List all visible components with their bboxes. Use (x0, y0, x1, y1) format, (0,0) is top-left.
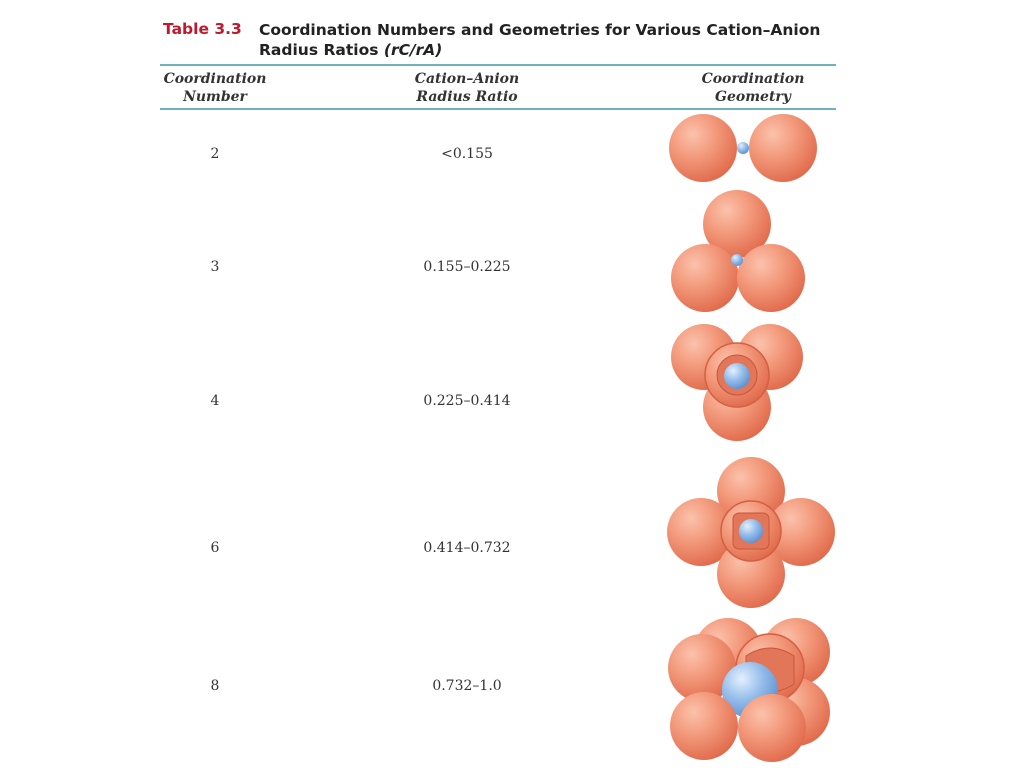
table-label: Table 3.3 (163, 20, 242, 38)
anion-sphere (737, 244, 805, 312)
anion-sphere (749, 114, 817, 182)
cation-sphere (724, 363, 750, 389)
table-row-ratio-3: 0.155–0.225 (423, 259, 511, 275)
geometry-triangular-icon (671, 190, 805, 312)
table-title: Coordination Numbers and Geometries for Various Cation–Anion (259, 21, 821, 39)
geometry-tetrahedral-icon (671, 324, 803, 441)
table-row-number-8: 8 (210, 678, 220, 694)
geometry-octahedral-icon (667, 457, 835, 608)
table-row-number-3: 3 (210, 259, 220, 275)
table-row-number-2: 2 (210, 146, 220, 162)
header-col3-line1: Coordination (701, 71, 805, 87)
geometry-cubic-icon (668, 618, 830, 762)
header-col2-line2: Radius Ratio (416, 89, 518, 105)
table-row-number-6: 6 (210, 540, 220, 556)
table-row-ratio-6: 0.414–0.732 (423, 540, 511, 556)
table-title-radius-ratios: Radius Ratios (259, 41, 379, 59)
header-col3-line2: Geometry (715, 89, 791, 105)
table-row-number-4: 4 (210, 393, 220, 409)
anion-sphere (671, 244, 739, 312)
cation-sphere (739, 519, 763, 543)
table-row-ratio-8: 0.732–1.0 (432, 678, 502, 694)
header-col1-line1: Coordination (163, 71, 267, 87)
geometry-linear-icon (669, 114, 817, 182)
anion-sphere (669, 114, 737, 182)
anion-sphere (738, 694, 806, 762)
header-col1-line2: Number (183, 89, 247, 105)
header-col2-line1: Cation–Anion (414, 71, 520, 87)
table-row-ratio-4: 0.225–0.414 (423, 393, 511, 409)
cation-sphere (731, 254, 743, 266)
table-title-formula: (rC/rA) (383, 41, 443, 59)
table-row-ratio-2: <0.155 (441, 146, 493, 162)
anion-sphere (670, 692, 738, 760)
cation-sphere (737, 142, 749, 154)
